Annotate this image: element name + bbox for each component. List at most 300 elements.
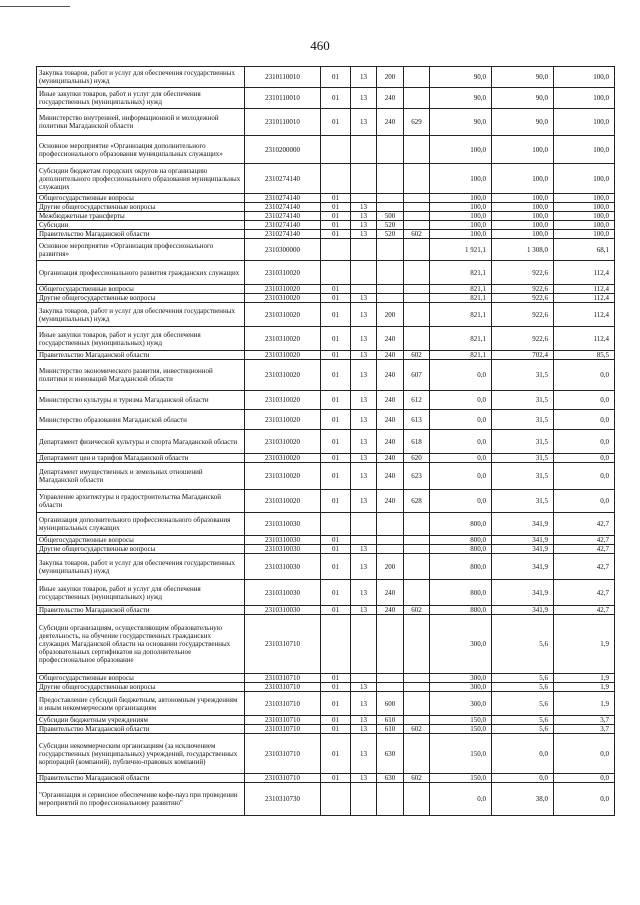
- row-section: [321, 136, 351, 164]
- row-subsection: 13: [351, 545, 377, 554]
- row-subsection: [351, 615, 377, 674]
- row-admin-code: 623: [404, 463, 430, 490]
- row-section: 01: [321, 109, 351, 136]
- row-expense-type: 240: [377, 391, 404, 410]
- row-section: 01: [321, 212, 351, 221]
- row-admin-code: 629: [404, 109, 430, 136]
- row-planned: 821,1: [430, 261, 492, 285]
- row-expense-type: [377, 261, 404, 285]
- row-planned: 821,1: [430, 351, 492, 360]
- row-planned: 800,0: [430, 545, 492, 554]
- table-row: [37, 203, 615, 212]
- row-section: 01: [321, 463, 351, 490]
- row-admin-code: 620: [404, 454, 430, 463]
- row-expense-type: 500: [377, 212, 404, 221]
- row-name: Общегосударственные вопросы: [37, 285, 245, 294]
- row-expense-type: [377, 239, 404, 261]
- row-executed: 31,5: [492, 454, 554, 463]
- row-expense-type: [377, 674, 404, 683]
- row-section: [321, 783, 351, 816]
- row-subsection: 13: [351, 360, 377, 391]
- row-subsection: 13: [351, 692, 377, 716]
- row-target-code: 2310310730: [245, 783, 321, 816]
- row-section: 01: [321, 545, 351, 554]
- table-row: [37, 783, 615, 816]
- row-planned: 90,0: [430, 109, 492, 136]
- table-row: [37, 351, 615, 360]
- row-admin-code: 602: [404, 351, 430, 360]
- table-row: [37, 164, 615, 194]
- row-planned: 800,0: [430, 580, 492, 606]
- row-admin-code: 607: [404, 360, 430, 391]
- row-expense-type: 200: [377, 67, 404, 88]
- row-percent: 42,7: [554, 536, 615, 545]
- row-section: 01: [321, 203, 351, 212]
- row-target-code: 2310310020: [245, 391, 321, 410]
- row-expense-type: 240: [377, 360, 404, 391]
- row-name: Министерство внутренней, информационной и молодежной политики Магаданской области: [37, 109, 245, 136]
- row-planned: 90,0: [430, 67, 492, 88]
- row-target-code: 2310110010: [245, 109, 321, 136]
- row-admin-code: [404, 692, 430, 716]
- row-admin-code: [404, 683, 430, 692]
- row-percent: 0,0: [554, 360, 615, 391]
- row-section: 01: [321, 221, 351, 230]
- row-target-code: 2310310710: [245, 716, 321, 725]
- row-section: 01: [321, 580, 351, 606]
- row-executed: 31,5: [492, 410, 554, 430]
- row-section: 01: [321, 360, 351, 391]
- row-executed: 100,0: [492, 230, 554, 239]
- row-admin-code: [404, 615, 430, 674]
- row-target-code: 2310310020: [245, 285, 321, 294]
- row-admin-code: [404, 327, 430, 351]
- row-expense-type: [377, 194, 404, 203]
- row-admin-code: [404, 294, 430, 303]
- row-admin-code: [404, 194, 430, 203]
- row-admin-code: [404, 783, 430, 816]
- row-percent: 100,0: [554, 136, 615, 164]
- row-admin-code: [404, 221, 430, 230]
- table-row: [37, 230, 615, 239]
- row-executed: 341,9: [492, 580, 554, 606]
- row-section: 01: [321, 327, 351, 351]
- row-target-code: 2310310020: [245, 463, 321, 490]
- row-subsection: 13: [351, 490, 377, 513]
- row-planned: 100,0: [430, 221, 492, 230]
- row-subsection: 13: [351, 454, 377, 463]
- row-subsection: [351, 194, 377, 203]
- row-section: [321, 239, 351, 261]
- row-planned: 300,0: [430, 683, 492, 692]
- row-subsection: 13: [351, 294, 377, 303]
- row-name: Иные закупки товаров, работ и услуг для обеспечения государственных (муниципальных) нужд: [37, 88, 245, 109]
- row-expense-type: 240: [377, 490, 404, 513]
- row-admin-code: [404, 545, 430, 554]
- row-planned: 150,0: [430, 716, 492, 725]
- row-subsection: [351, 164, 377, 194]
- row-target-code: 2310274140: [245, 194, 321, 203]
- table-row: [37, 285, 615, 294]
- row-target-code: 2310310710: [245, 725, 321, 734]
- row-admin-code: [404, 212, 430, 221]
- row-planned: 300,0: [430, 674, 492, 683]
- row-expense-type: 520: [377, 221, 404, 230]
- row-percent: 100,0: [554, 164, 615, 194]
- row-planned: 0,0: [430, 490, 492, 513]
- row-executed: 100,0: [492, 203, 554, 212]
- row-executed: 1 308,0: [492, 239, 554, 261]
- row-target-code: 2310310710: [245, 683, 321, 692]
- row-executed: 341,9: [492, 536, 554, 545]
- table-row: [37, 136, 615, 164]
- row-executed: 5,6: [492, 615, 554, 674]
- row-percent: 42,7: [554, 580, 615, 606]
- row-percent: 3,7: [554, 725, 615, 734]
- row-planned: 150,0: [430, 734, 492, 774]
- row-percent: 0,0: [554, 734, 615, 774]
- row-planned: 1 921,1: [430, 239, 492, 261]
- row-subsection: [351, 513, 377, 536]
- row-expense-type: 240: [377, 580, 404, 606]
- row-executed: 922,6: [492, 294, 554, 303]
- row-admin-code: [404, 285, 430, 294]
- table-row: [37, 109, 615, 136]
- table-row: [37, 716, 615, 725]
- row-target-code: 2310310710: [245, 674, 321, 683]
- table-row: [37, 734, 615, 774]
- row-section: 01: [321, 536, 351, 545]
- row-executed: 100,0: [492, 221, 554, 230]
- table-row: [37, 410, 615, 430]
- row-section: 01: [321, 734, 351, 774]
- row-subsection: [351, 783, 377, 816]
- row-target-code: 2310310020: [245, 490, 321, 513]
- table-row: [37, 430, 615, 454]
- row-name: Министерство экономического развития, инвестиционной политики и инноваций Магаданской области: [37, 360, 245, 391]
- row-expense-type: 610: [377, 725, 404, 734]
- row-executed: 38,0: [492, 783, 554, 816]
- row-name: Министерство культуры и туризма Магаданской области: [37, 391, 245, 410]
- row-subsection: [351, 136, 377, 164]
- table-row: [37, 692, 615, 716]
- row-target-code: 2310310710: [245, 615, 321, 674]
- row-executed: 90,0: [492, 109, 554, 136]
- row-admin-code: 613: [404, 410, 430, 430]
- row-name: Основное мероприятие «Организация дополнительного профессионального образования муниципальных служащих»: [37, 136, 245, 164]
- table-row: [37, 294, 615, 303]
- row-percent: 1,9: [554, 683, 615, 692]
- row-percent: 1,9: [554, 692, 615, 716]
- table-row: [37, 221, 615, 230]
- row-subsection: 13: [351, 606, 377, 615]
- row-percent: 42,7: [554, 554, 615, 580]
- row-percent: 3,7: [554, 716, 615, 725]
- row-subsection: 13: [351, 327, 377, 351]
- row-target-code: 2310310020: [245, 430, 321, 454]
- row-executed: 922,6: [492, 303, 554, 327]
- row-name: Закупка товаров, работ и услуг для обеспечения государственных (муниципальных) нужд: [37, 554, 245, 580]
- row-target-code: 2310310710: [245, 734, 321, 774]
- row-planned: 150,0: [430, 725, 492, 734]
- row-name: Субсидии организациям, осуществляющим образовательную деятельность, на обучение государственных гражданских служащих Магаданской области на основании государственных образовательных сертификатов на дополнительное профессиональное образование: [37, 615, 245, 674]
- row-section: 01: [321, 194, 351, 203]
- row-section: 01: [321, 294, 351, 303]
- row-expense-type: 610: [377, 716, 404, 725]
- row-admin-code: [404, 674, 430, 683]
- row-section: 01: [321, 410, 351, 430]
- row-percent: 42,7: [554, 606, 615, 615]
- table-row: [37, 261, 615, 285]
- row-admin-code: [404, 164, 430, 194]
- row-percent: 85,5: [554, 351, 615, 360]
- row-name: Управление архитектуры и градостроительства Магаданской области: [37, 490, 245, 513]
- row-executed: 922,6: [492, 261, 554, 285]
- table-row: [37, 580, 615, 606]
- row-admin-code: [404, 136, 430, 164]
- row-expense-type: [377, 783, 404, 816]
- row-executed: 922,6: [492, 285, 554, 294]
- row-name: Субсидии бюджетным учреждениям: [37, 716, 245, 725]
- row-executed: 31,5: [492, 463, 554, 490]
- row-expense-type: [377, 536, 404, 545]
- row-target-code: 2310310020: [245, 261, 321, 285]
- row-percent: 100,0: [554, 212, 615, 221]
- row-admin-code: [404, 203, 430, 212]
- row-percent: 0,0: [554, 463, 615, 490]
- row-name: Правительство Магаданской области: [37, 230, 245, 239]
- row-name: Общегосударственные вопросы: [37, 194, 245, 203]
- row-executed: 341,9: [492, 545, 554, 554]
- row-subsection: 13: [351, 463, 377, 490]
- row-expense-type: 630: [377, 734, 404, 774]
- table-row: [37, 683, 615, 692]
- row-expense-type: 240: [377, 109, 404, 136]
- row-target-code: 2310310030: [245, 554, 321, 580]
- row-percent: 42,7: [554, 513, 615, 536]
- row-target-code: 2310310020: [245, 327, 321, 351]
- row-admin-code: 602: [404, 774, 430, 783]
- row-name: Департамент физической культуры и спорта Магаданской области: [37, 430, 245, 454]
- row-subsection: 13: [351, 683, 377, 692]
- row-planned: 0,0: [430, 463, 492, 490]
- row-name: Общегосударственные вопросы: [37, 674, 245, 683]
- row-subsection: 13: [351, 303, 377, 327]
- row-name: Закупка товаров, работ и услуг для обеспечения государственных (муниципальных) нужд: [37, 303, 245, 327]
- row-target-code: 2310310030: [245, 536, 321, 545]
- row-expense-type: 630: [377, 774, 404, 783]
- row-expense-type: [377, 203, 404, 212]
- row-planned: 800,0: [430, 606, 492, 615]
- row-name: Общегосударственные вопросы: [37, 536, 245, 545]
- row-subsection: 13: [351, 230, 377, 239]
- row-subsection: 13: [351, 410, 377, 430]
- table-row: [37, 454, 615, 463]
- row-expense-type: [377, 513, 404, 536]
- row-planned: 821,1: [430, 327, 492, 351]
- row-name: Правительство Магаданской области: [37, 351, 245, 360]
- row-expense-type: [377, 136, 404, 164]
- table-row: [37, 67, 615, 88]
- row-planned: 100,0: [430, 194, 492, 203]
- row-name: Предоставление субсидий бюджетным, автономным учреждениям и иным некоммерческим организациям: [37, 692, 245, 716]
- row-target-code: 2310310020: [245, 351, 321, 360]
- row-executed: 90,0: [492, 67, 554, 88]
- row-admin-code: [404, 67, 430, 88]
- header-rule: [0, 6, 70, 7]
- row-subsection: 13: [351, 734, 377, 774]
- row-percent: 0,0: [554, 454, 615, 463]
- row-percent: 0,0: [554, 783, 615, 816]
- row-section: 01: [321, 454, 351, 463]
- row-name: Правительство Магаданской области: [37, 725, 245, 734]
- row-name: "Организация и сервисное обеспечение кофе-пауз при проведении мероприятий по профессиональному развитию": [37, 783, 245, 816]
- row-name: Организация дополнительного профессионального образования муниципальных служащих: [37, 513, 245, 536]
- row-admin-code: [404, 536, 430, 545]
- row-expense-type: 600: [377, 692, 404, 716]
- row-expense-type: 240: [377, 327, 404, 351]
- row-percent: 0,0: [554, 410, 615, 430]
- row-target-code: 2310200000: [245, 136, 321, 164]
- row-target-code: 2310310020: [245, 303, 321, 327]
- row-section: 01: [321, 683, 351, 692]
- row-admin-code: [404, 554, 430, 580]
- row-target-code: 2310274140: [245, 212, 321, 221]
- row-percent: 112,4: [554, 327, 615, 351]
- row-executed: 31,5: [492, 391, 554, 410]
- row-name: Другие общегосударственные вопросы: [37, 683, 245, 692]
- row-planned: 0,0: [430, 391, 492, 410]
- row-target-code: 2310310020: [245, 454, 321, 463]
- row-expense-type: 200: [377, 303, 404, 327]
- row-planned: 800,0: [430, 513, 492, 536]
- page-number: 460: [310, 38, 330, 53]
- row-percent: 100,0: [554, 109, 615, 136]
- row-subsection: 13: [351, 391, 377, 410]
- row-executed: 31,5: [492, 490, 554, 513]
- table-row: [37, 88, 615, 109]
- row-name: Основное мероприятие «Организация профессионального развития»: [37, 239, 245, 261]
- row-target-code: 2310310710: [245, 692, 321, 716]
- row-expense-type: [377, 683, 404, 692]
- row-executed: 100,0: [492, 136, 554, 164]
- row-section: 01: [321, 606, 351, 615]
- row-percent: 112,4: [554, 261, 615, 285]
- row-name: Министерство образования Магаданской области: [37, 410, 245, 430]
- row-executed: 0,0: [492, 774, 554, 783]
- row-target-code: 2310274140: [245, 203, 321, 212]
- row-executed: 31,5: [492, 360, 554, 391]
- row-target-code: 2310310030: [245, 606, 321, 615]
- row-name: Другие общегосударственные вопросы: [37, 203, 245, 212]
- row-planned: 100,0: [430, 203, 492, 212]
- row-section: 01: [321, 430, 351, 454]
- row-subsection: 13: [351, 580, 377, 606]
- row-percent: 100,0: [554, 194, 615, 203]
- row-target-code: 2310274140: [245, 221, 321, 230]
- row-section: 01: [321, 692, 351, 716]
- row-subsection: [351, 285, 377, 294]
- table-row: [37, 490, 615, 513]
- table-row: [37, 463, 615, 490]
- row-planned: 800,0: [430, 536, 492, 545]
- row-planned: 150,0: [430, 774, 492, 783]
- row-admin-code: [404, 716, 430, 725]
- row-planned: 90,0: [430, 88, 492, 109]
- row-percent: 1,9: [554, 674, 615, 683]
- row-percent: 100,0: [554, 230, 615, 239]
- row-percent: 112,4: [554, 285, 615, 294]
- row-subsection: 13: [351, 88, 377, 109]
- row-name: Правительство Магаданской области: [37, 774, 245, 783]
- row-name: Субсидии: [37, 221, 245, 230]
- row-expense-type: [377, 615, 404, 674]
- row-admin-code: [404, 88, 430, 109]
- row-subsection: 13: [351, 212, 377, 221]
- row-section: 01: [321, 774, 351, 783]
- row-percent: 0,0: [554, 490, 615, 513]
- row-planned: 821,1: [430, 303, 492, 327]
- row-subsection: 13: [351, 554, 377, 580]
- row-section: [321, 615, 351, 674]
- row-executed: 100,0: [492, 194, 554, 203]
- row-subsection: 13: [351, 221, 377, 230]
- row-admin-code: 602: [404, 725, 430, 734]
- row-expense-type: [377, 545, 404, 554]
- row-planned: 100,0: [430, 164, 492, 194]
- row-target-code: 2310310030: [245, 545, 321, 554]
- row-target-code: 2310110010: [245, 67, 321, 88]
- row-name: Правительство Магаданской области: [37, 606, 245, 615]
- row-admin-code: [404, 239, 430, 261]
- row-percent: 100,0: [554, 88, 615, 109]
- table-row: [37, 391, 615, 410]
- row-section: 01: [321, 285, 351, 294]
- row-target-code: 2310310020: [245, 294, 321, 303]
- table-row: [37, 303, 615, 327]
- row-expense-type: 240: [377, 606, 404, 615]
- table-row: [37, 513, 615, 536]
- row-admin-code: 618: [404, 430, 430, 454]
- row-subsection: [351, 239, 377, 261]
- row-percent: 100,0: [554, 221, 615, 230]
- row-percent: 112,4: [554, 294, 615, 303]
- row-executed: 5,6: [492, 716, 554, 725]
- row-name: Субсидии бюджетам городских округов на организацию дополнительного профессионального образования муниципальных служащих: [37, 164, 245, 194]
- row-target-code: 2310310020: [245, 410, 321, 430]
- row-executed: 0,0: [492, 734, 554, 774]
- row-percent: 0,0: [554, 774, 615, 783]
- row-executed: 5,6: [492, 725, 554, 734]
- table-row: [37, 615, 615, 674]
- row-expense-type: [377, 285, 404, 294]
- row-name: Организация профессионального развития гражданских служащих: [37, 261, 245, 285]
- table-row: [37, 545, 615, 554]
- row-name: Иные закупки товаров, работ и услуг для обеспечения государственных (муниципальных) нужд: [37, 327, 245, 351]
- row-planned: 821,1: [430, 294, 492, 303]
- table-row: [37, 536, 615, 545]
- row-percent: 68,1: [554, 239, 615, 261]
- row-name: Закупка товаров, работ и услуг для обеспечения государственных (муниципальных) нужд: [37, 67, 245, 88]
- row-name: Субсидии некоммерческим организациям (за исключением государственных (муниципальных) учреждений, государственных корпораций (компаний), публично-правовых компаний): [37, 734, 245, 774]
- row-subsection: 13: [351, 774, 377, 783]
- row-executed: 341,9: [492, 513, 554, 536]
- row-planned: 0,0: [430, 430, 492, 454]
- row-subsection: 13: [351, 109, 377, 136]
- row-admin-code: 628: [404, 490, 430, 513]
- row-executed: 100,0: [492, 164, 554, 194]
- row-planned: 800,0: [430, 554, 492, 580]
